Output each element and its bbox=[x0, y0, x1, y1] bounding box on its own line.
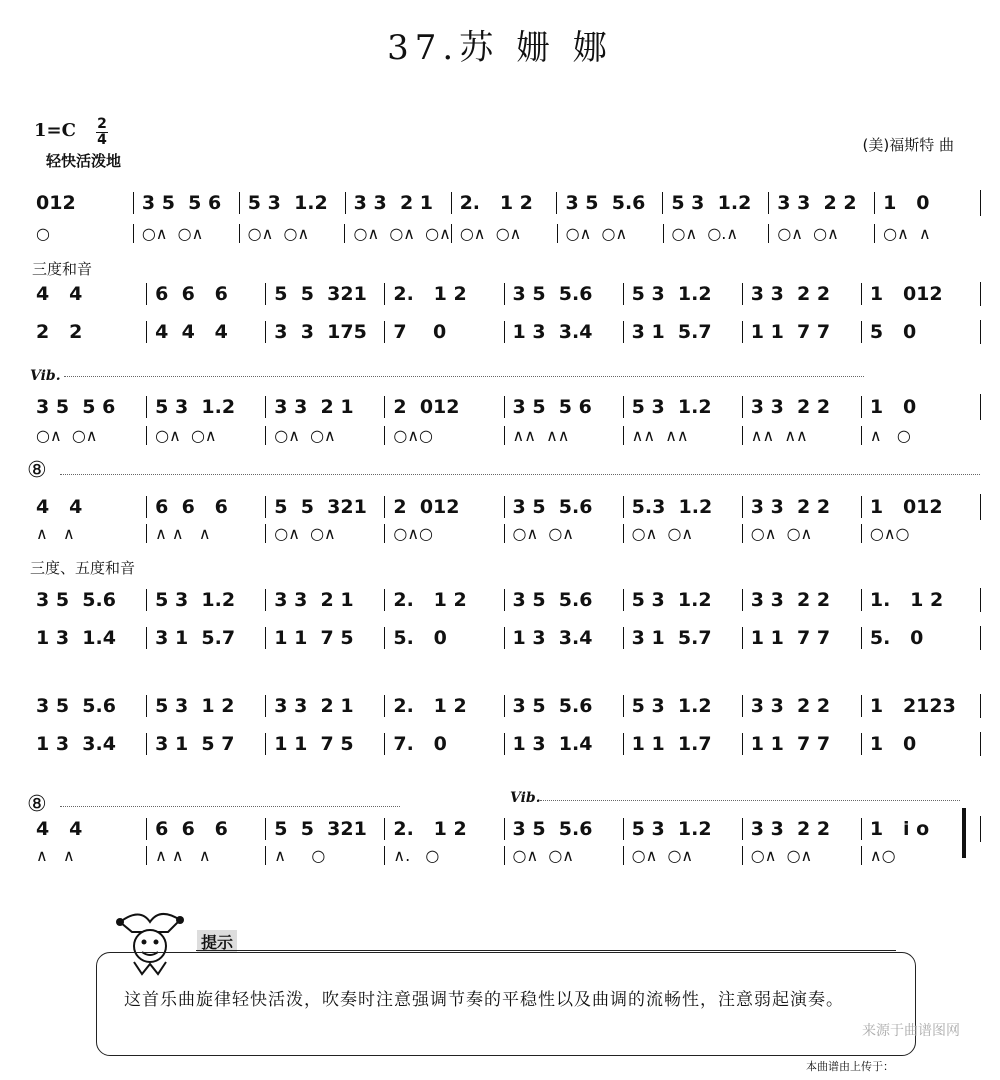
upper-note-measure: 3 3 2 1 bbox=[265, 589, 384, 611]
upper-note-measure: 3 5 5.6 bbox=[504, 695, 623, 717]
breath-measure: ∧ ○ bbox=[861, 426, 980, 445]
symbols-row bbox=[28, 846, 980, 865]
upper-note-measure: 3 3 2 2 bbox=[742, 695, 861, 717]
note-measure: 3 3 2 1 bbox=[265, 396, 384, 418]
lower-voice-row bbox=[28, 626, 981, 650]
lower-note-measure: 7. 0 bbox=[384, 733, 503, 755]
breath-measure: ○∧ ○∧ ○∧ bbox=[344, 224, 450, 243]
breath-measure: ∧. ○ bbox=[384, 846, 503, 865]
upper-note-measure: 5 3 1.2 bbox=[623, 589, 742, 611]
notes-row bbox=[28, 394, 981, 420]
note-measure: 2 012 bbox=[384, 496, 503, 518]
upper-voice-row bbox=[28, 588, 981, 612]
lower-note-measure: 1 3 1.4 bbox=[504, 733, 623, 755]
breath-measure: ○ bbox=[36, 224, 50, 243]
final-barline bbox=[962, 808, 966, 858]
notes-row bbox=[28, 190, 981, 216]
key-signature: 1=C bbox=[34, 120, 76, 141]
breath-measure: ∧∧ ∧∧ bbox=[742, 426, 861, 445]
upper-note-measure: 6 6 6 bbox=[146, 283, 265, 305]
note-measure: 4 4 bbox=[36, 818, 83, 840]
lower-note-measure: 5. 0 bbox=[384, 627, 503, 649]
note-measure: 2. 1 2 bbox=[384, 818, 503, 840]
upper-note-measure: 3 3 2 2 bbox=[742, 283, 861, 305]
upper-note-measure: 2. 1 2 bbox=[384, 589, 503, 611]
note-measure: 3 5 5.6 bbox=[504, 496, 623, 518]
lower-note-measure: 1 1 7 5 bbox=[265, 733, 384, 755]
upper-note-measure: 3 3 2 1 bbox=[265, 695, 384, 717]
lower-note-measure: 1 1 7 7 bbox=[742, 733, 861, 755]
breath-measure: ○∧ ○∧ bbox=[265, 426, 384, 445]
note-measure: 5 5 321 bbox=[265, 818, 384, 840]
symbols-row bbox=[28, 224, 980, 243]
breath-measure: ∧∧ ∧∧ bbox=[623, 426, 742, 445]
lower-note-measure: 1 1 1.7 bbox=[623, 733, 742, 755]
octave-marking: ⑧ bbox=[27, 792, 47, 817]
upper-voice-row bbox=[28, 282, 981, 306]
breath-measure: ○∧ ○∧ bbox=[768, 224, 874, 243]
note-measure: 3 3 2 2 bbox=[742, 818, 861, 840]
lower-note-measure: 1 3 3.4 bbox=[36, 733, 116, 755]
upper-note-measure: 3 5 5.6 bbox=[504, 589, 623, 611]
lower-note-measure: 1 3 3.4 bbox=[504, 627, 623, 649]
note-measure: 1 0 bbox=[861, 396, 980, 418]
note-measure: 5 3 1.2 bbox=[623, 818, 742, 840]
breath-measure: ∧ ∧ ∧ bbox=[146, 524, 265, 543]
note-measure: 6 6 6 bbox=[146, 818, 265, 840]
breath-measure: ○∧○ bbox=[861, 524, 980, 543]
vib-marking: Vib. bbox=[30, 368, 61, 384]
lower-note-measure: 3 1 5.7 bbox=[623, 627, 742, 649]
time-signature bbox=[96, 118, 108, 147]
note-measure: 3 3 2 1 bbox=[345, 192, 451, 214]
breath-measure: ∧ ∧ ∧ bbox=[146, 846, 265, 865]
breath-measure: ○∧ ○∧ bbox=[36, 426, 98, 445]
vib-dotted-line bbox=[64, 376, 864, 377]
breath-measure: ○∧ ○∧ bbox=[239, 224, 345, 243]
note-measure: 1 012 bbox=[861, 496, 980, 518]
breath-measure: ○∧○ bbox=[384, 524, 503, 543]
lower-note-measure: 1 1 7 5 bbox=[265, 627, 384, 649]
note-measure: 5 3 1.2 bbox=[662, 192, 768, 214]
lower-note-measure: 1 3 3.4 bbox=[504, 321, 623, 343]
breath-measure: ∧ ○ bbox=[265, 846, 384, 865]
lower-note-measure: 3 1 5.7 bbox=[623, 321, 742, 343]
lower-note-measure: 1 1 7 7 bbox=[742, 627, 861, 649]
breath-measure: ○∧ ○∧ bbox=[265, 524, 384, 543]
vib-dotted-line bbox=[540, 800, 960, 801]
lower-note-measure: 3 1 5 7 bbox=[146, 733, 265, 755]
upper-note-measure: 4 4 bbox=[36, 283, 83, 305]
note-measure: 1 i o bbox=[861, 818, 980, 840]
note-measure: 2. 1 2 bbox=[451, 192, 557, 214]
upper-note-measure: 2. 1 2 bbox=[384, 283, 503, 305]
breath-measure: ∧∧ ∧∧ bbox=[504, 426, 623, 445]
tempo-marking: 轻快活泼地 bbox=[46, 152, 122, 170]
breath-measure: ○∧ ○∧ bbox=[133, 224, 239, 243]
notes-row bbox=[28, 816, 981, 842]
upper-note-measure: 1 2123 bbox=[861, 695, 980, 717]
note-measure: 3 5 5 6 bbox=[36, 396, 116, 418]
upper-note-measure: 3 5 5.6 bbox=[504, 283, 623, 305]
note-measure: 3 3 2 2 bbox=[742, 496, 861, 518]
upper-note-measure: 5 3 1.2 bbox=[623, 283, 742, 305]
upper-note-measure: 3 5 5.6 bbox=[36, 695, 116, 717]
upper-note-measure: 3 3 2 2 bbox=[742, 589, 861, 611]
lower-note-measure: 4 4 4 bbox=[146, 321, 265, 343]
lower-voice-row bbox=[28, 320, 981, 344]
note-measure: 5 3 1.2 bbox=[146, 396, 265, 418]
lower-note-measure: 1 1 7 7 bbox=[742, 321, 861, 343]
note-measure: 6 6 6 bbox=[146, 496, 265, 518]
song-title: 37.苏 姗 娜 bbox=[387, 28, 613, 68]
note-measure: 5.3 1.2 bbox=[623, 496, 742, 518]
breath-measure: ○∧ ○.∧ bbox=[663, 224, 769, 243]
note-measure: 1 0 bbox=[874, 192, 980, 214]
note-measure: 3 5 5 6 bbox=[133, 192, 239, 214]
lower-note-measure: 5. 0 bbox=[861, 627, 980, 649]
breath-measure: ○∧ ∧ bbox=[874, 224, 980, 243]
breath-measure: ○∧ ○∧ bbox=[504, 846, 623, 865]
lower-note-measure: 5 0 bbox=[861, 321, 980, 343]
lower-note-measure: 3 1 5.7 bbox=[146, 627, 265, 649]
breath-measure: ∧ ∧ bbox=[36, 846, 75, 865]
breath-measure: ∧○ bbox=[861, 846, 980, 865]
lower-note-measure: 1 0 bbox=[861, 733, 980, 755]
label-third-fifth-harmony: 三度、五度和音 bbox=[30, 559, 136, 577]
note-measure: 4 4 bbox=[36, 496, 83, 518]
breath-measure: ○∧ ○∧ bbox=[557, 224, 663, 243]
note-measure: 3 5 5.6 bbox=[556, 192, 662, 214]
notes-row bbox=[28, 494, 981, 520]
upper-note-measure: 2. 1 2 bbox=[384, 695, 503, 717]
symbols-row bbox=[28, 426, 980, 445]
octave-dotted-line bbox=[60, 806, 400, 807]
breath-measure: ○∧ ○∧ bbox=[623, 524, 742, 543]
upper-note-measure: 3 5 5.6 bbox=[36, 589, 116, 611]
meter-top: 2 bbox=[97, 116, 107, 132]
vib-marking: Vib. bbox=[510, 790, 541, 806]
upper-note-measure: 5 3 1 2 bbox=[146, 695, 265, 717]
upper-note-measure: 1 012 bbox=[861, 283, 980, 305]
note-measure: 012 bbox=[36, 192, 76, 214]
note-measure: 2 012 bbox=[384, 396, 503, 418]
upper-note-measure: 5 5 321 bbox=[265, 283, 384, 305]
note-measure: 3 5 5 6 bbox=[504, 396, 623, 418]
breath-measure: ○∧○ bbox=[384, 426, 503, 445]
watermark: 来源于曲谱图网 bbox=[862, 1023, 960, 1039]
breath-measure: ○∧ ○∧ bbox=[504, 524, 623, 543]
label-third-harmony: 三度和音 bbox=[32, 260, 93, 278]
breath-measure: ○∧ ○∧ bbox=[451, 224, 557, 243]
note-measure: 3 5 5.6 bbox=[504, 818, 623, 840]
lower-note-measure: 7 0 bbox=[384, 321, 503, 343]
note-measure: 5 5 321 bbox=[265, 496, 384, 518]
note-measure: 3 3 2 2 bbox=[768, 192, 874, 214]
tip-heading-rule bbox=[196, 950, 896, 951]
composer: (美)福斯特 曲 bbox=[862, 136, 954, 154]
octave-dotted-line bbox=[60, 474, 980, 475]
upper-note-measure: 1. 1 2 bbox=[861, 589, 980, 611]
lower-note-measure: 3 3 175 bbox=[265, 321, 384, 343]
breath-measure: ○∧ ○∧ bbox=[742, 846, 861, 865]
lower-note-measure: 2 2 bbox=[36, 321, 83, 343]
breath-measure: ○∧ ○∧ bbox=[742, 524, 861, 543]
upper-note-measure: 5 3 1.2 bbox=[146, 589, 265, 611]
upper-voice-row bbox=[28, 694, 981, 718]
breath-measure: ○∧ ○∧ bbox=[623, 846, 742, 865]
note-measure: 3 3 2 2 bbox=[742, 396, 861, 418]
meter-bottom: 4 bbox=[97, 132, 107, 148]
breath-measure: ∧ ∧ bbox=[36, 524, 75, 543]
upper-note-measure: 5 3 1.2 bbox=[623, 695, 742, 717]
octave-marking: ⑧ bbox=[27, 458, 47, 483]
lower-voice-row bbox=[28, 732, 981, 756]
note-measure: 5 3 1.2 bbox=[623, 396, 742, 418]
symbols-row bbox=[28, 524, 980, 543]
tip-heading: 提示 bbox=[197, 930, 237, 953]
lower-note-measure: 1 3 1.4 bbox=[36, 627, 116, 649]
footer-text: 本曲谱由上传于： bbox=[806, 1060, 894, 1073]
tip-text: 这首乐曲旋律轻快活泼，吹奏时注意强调节奏的平稳性以及曲调的流畅性，注意弱起演奏。 bbox=[124, 990, 844, 1010]
breath-measure: ○∧ ○∧ bbox=[146, 426, 265, 445]
note-measure: 5 3 1.2 bbox=[239, 192, 345, 214]
